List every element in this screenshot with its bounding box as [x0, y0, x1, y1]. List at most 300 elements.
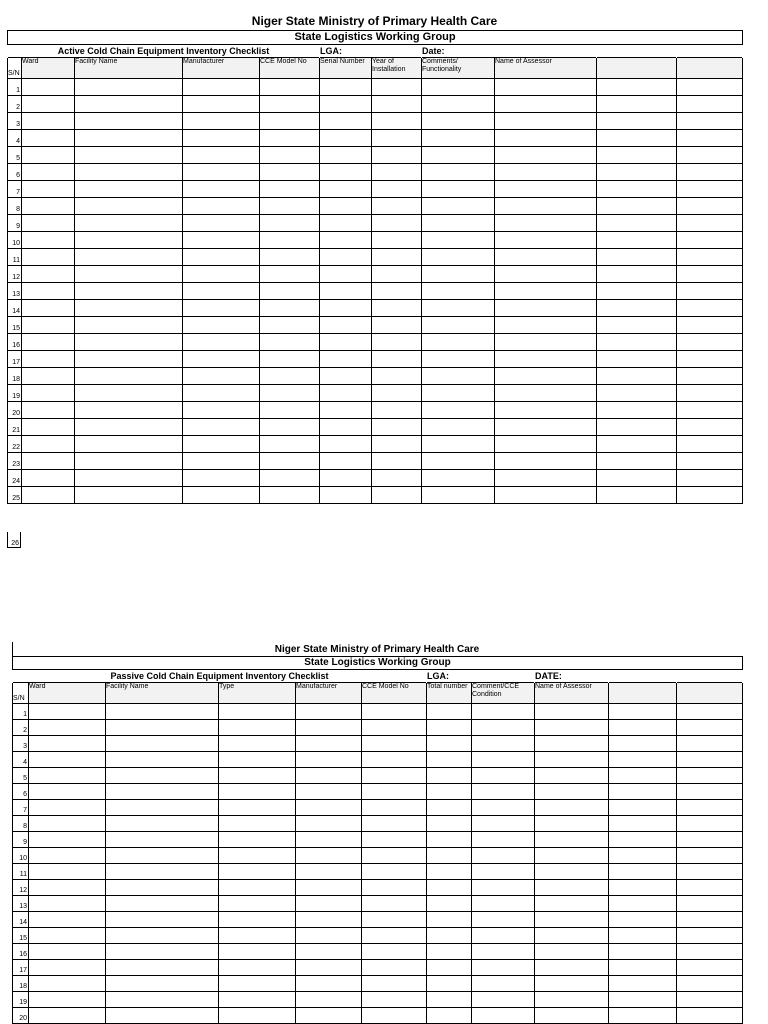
entry-cell[interactable]	[535, 960, 609, 976]
entry-cell[interactable]	[597, 79, 677, 96]
entry-cell[interactable]	[677, 704, 743, 720]
entry-cell[interactable]	[320, 487, 372, 504]
entry-cell[interactable]	[296, 992, 362, 1008]
entry-cell[interactable]	[495, 249, 597, 266]
entry-cell[interactable]	[183, 317, 260, 334]
entry-cell[interactable]	[677, 436, 743, 453]
entry-cell[interactable]	[495, 470, 597, 487]
entry-cell[interactable]	[597, 419, 677, 436]
entry-cell[interactable]	[75, 419, 183, 436]
entry-cell[interactable]	[677, 896, 743, 912]
entry-cell[interactable]	[219, 752, 296, 768]
entry-cell[interactable]	[495, 283, 597, 300]
entry-cell[interactable]	[609, 784, 677, 800]
entry-cell[interactable]	[535, 896, 609, 912]
entry-cell[interactable]	[75, 351, 183, 368]
entry-cell[interactable]	[495, 368, 597, 385]
entry-cell[interactable]	[320, 283, 372, 300]
entry-cell[interactable]	[75, 436, 183, 453]
entry-cell[interactable]	[320, 453, 372, 470]
entry-cell[interactable]	[597, 368, 677, 385]
entry-cell[interactable]	[183, 181, 260, 198]
entry-cell[interactable]	[106, 800, 219, 816]
entry-cell[interactable]	[535, 864, 609, 880]
entry-cell[interactable]	[260, 334, 320, 351]
entry-cell[interactable]	[75, 283, 183, 300]
entry-cell[interactable]	[495, 232, 597, 249]
entry-cell[interactable]	[260, 198, 320, 215]
entry-cell[interactable]	[75, 300, 183, 317]
entry-cell[interactable]	[260, 266, 320, 283]
entry-cell[interactable]	[219, 800, 296, 816]
entry-cell[interactable]	[362, 768, 427, 784]
entry-cell[interactable]	[320, 198, 372, 215]
entry-cell[interactable]	[495, 351, 597, 368]
entry-cell[interactable]	[495, 385, 597, 402]
entry-cell[interactable]	[22, 334, 75, 351]
entry-cell[interactable]	[422, 453, 495, 470]
info-cell[interactable]	[597, 45, 677, 58]
entry-cell[interactable]	[677, 232, 743, 249]
entry-cell[interactable]	[75, 198, 183, 215]
entry-cell[interactable]	[495, 113, 597, 130]
entry-cell[interactable]	[535, 928, 609, 944]
entry-cell[interactable]	[597, 130, 677, 147]
entry-cell[interactable]	[260, 215, 320, 232]
entry-cell[interactable]	[677, 181, 743, 198]
entry-cell[interactable]	[362, 800, 427, 816]
entry-cell[interactable]	[362, 880, 427, 896]
entry-cell[interactable]	[597, 317, 677, 334]
entry-cell[interactable]	[422, 198, 495, 215]
entry-cell[interactable]	[260, 351, 320, 368]
entry-cell[interactable]	[29, 944, 106, 960]
entry-cell[interactable]	[597, 351, 677, 368]
entry-cell[interactable]	[495, 96, 597, 113]
entry-cell[interactable]	[22, 419, 75, 436]
entry-cell[interactable]	[106, 992, 219, 1008]
entry-cell[interactable]	[597, 266, 677, 283]
entry-cell[interactable]	[320, 215, 372, 232]
entry-cell[interactable]	[372, 419, 422, 436]
entry-cell[interactable]	[427, 768, 472, 784]
entry-cell[interactable]	[372, 266, 422, 283]
entry-cell[interactable]	[260, 232, 320, 249]
entry-cell[interactable]	[472, 768, 535, 784]
entry-cell[interactable]	[677, 848, 743, 864]
lga-label[interactable]: LGA:	[320, 45, 422, 58]
entry-cell[interactable]	[677, 912, 743, 928]
entry-cell[interactable]	[472, 896, 535, 912]
entry-cell[interactable]	[677, 198, 743, 215]
entry-cell[interactable]	[106, 704, 219, 720]
entry-cell[interactable]	[597, 215, 677, 232]
entry-cell[interactable]	[362, 912, 427, 928]
entry-cell[interactable]	[609, 912, 677, 928]
entry-cell[interactable]	[29, 720, 106, 736]
entry-cell[interactable]	[677, 453, 743, 470]
entry-cell[interactable]	[427, 864, 472, 880]
entry-cell[interactable]	[677, 385, 743, 402]
entry-cell[interactable]	[22, 487, 75, 504]
entry-cell[interactable]	[535, 912, 609, 928]
entry-cell[interactable]	[183, 351, 260, 368]
entry-cell[interactable]	[535, 976, 609, 992]
info-cell[interactable]	[677, 670, 743, 683]
entry-cell[interactable]	[362, 1008, 427, 1024]
entry-cell[interactable]	[609, 752, 677, 768]
entry-cell[interactable]	[362, 928, 427, 944]
entry-cell[interactable]	[320, 334, 372, 351]
entry-cell[interactable]	[372, 470, 422, 487]
entry-cell[interactable]	[677, 113, 743, 130]
entry-cell[interactable]	[372, 130, 422, 147]
entry-cell[interactable]	[372, 334, 422, 351]
entry-cell[interactable]	[609, 896, 677, 912]
entry-cell[interactable]	[75, 249, 183, 266]
entry-cell[interactable]	[22, 385, 75, 402]
entry-cell[interactable]	[75, 79, 183, 96]
entry-cell[interactable]	[219, 864, 296, 880]
entry-cell[interactable]	[597, 436, 677, 453]
entry-cell[interactable]	[609, 736, 677, 752]
entry-cell[interactable]	[183, 164, 260, 181]
entry-cell[interactable]	[677, 419, 743, 436]
entry-cell[interactable]	[296, 928, 362, 944]
entry-cell[interactable]	[29, 864, 106, 880]
entry-cell[interactable]	[495, 79, 597, 96]
entry-cell[interactable]	[422, 419, 495, 436]
entry-cell[interactable]	[260, 487, 320, 504]
entry-cell[interactable]	[362, 784, 427, 800]
entry-cell[interactable]	[495, 419, 597, 436]
entry-cell[interactable]	[260, 181, 320, 198]
entry-cell[interactable]	[677, 992, 743, 1008]
entry-cell[interactable]	[372, 164, 422, 181]
entry-cell[interactable]	[183, 402, 260, 419]
entry-cell[interactable]	[362, 976, 427, 992]
entry-cell[interactable]	[427, 880, 472, 896]
entry-cell[interactable]	[362, 704, 427, 720]
entry-cell[interactable]	[535, 992, 609, 1008]
entry-cell[interactable]	[472, 800, 535, 816]
entry-cell[interactable]	[75, 470, 183, 487]
entry-cell[interactable]	[296, 864, 362, 880]
entry-cell[interactable]	[677, 976, 743, 992]
entry-cell[interactable]	[296, 896, 362, 912]
entry-cell[interactable]	[22, 232, 75, 249]
entry-cell[interactable]	[422, 266, 495, 283]
entry-cell[interactable]	[472, 832, 535, 848]
entry-cell[interactable]	[106, 832, 219, 848]
entry-cell[interactable]	[29, 784, 106, 800]
entry-cell[interactable]	[422, 368, 495, 385]
entry-cell[interactable]	[320, 147, 372, 164]
entry-cell[interactable]	[320, 436, 372, 453]
entry-cell[interactable]	[677, 944, 743, 960]
entry-cell[interactable]	[422, 215, 495, 232]
entry-cell[interactable]	[495, 300, 597, 317]
entry-cell[interactable]	[535, 752, 609, 768]
entry-cell[interactable]	[260, 385, 320, 402]
entry-cell[interactable]	[422, 164, 495, 181]
entry-cell[interactable]	[183, 147, 260, 164]
entry-cell[interactable]	[219, 720, 296, 736]
entry-cell[interactable]	[29, 768, 106, 784]
entry-cell[interactable]	[535, 736, 609, 752]
entry-cell[interactable]	[472, 928, 535, 944]
entry-cell[interactable]	[495, 453, 597, 470]
entry-cell[interactable]	[597, 300, 677, 317]
entry-cell[interactable]	[296, 912, 362, 928]
entry-cell[interactable]	[29, 704, 106, 720]
entry-cell[interactable]	[260, 164, 320, 181]
entry-cell[interactable]	[29, 736, 106, 752]
entry-cell[interactable]	[22, 266, 75, 283]
entry-cell[interactable]	[677, 130, 743, 147]
entry-cell[interactable]	[677, 864, 743, 880]
entry-cell[interactable]	[677, 402, 743, 419]
entry-cell[interactable]	[22, 79, 75, 96]
entry-cell[interactable]	[260, 113, 320, 130]
entry-cell[interactable]	[183, 113, 260, 130]
entry-cell[interactable]	[427, 896, 472, 912]
info-cell[interactable]	[609, 670, 677, 683]
entry-cell[interactable]	[183, 334, 260, 351]
entry-cell[interactable]	[320, 351, 372, 368]
entry-cell[interactable]	[597, 487, 677, 504]
entry-cell[interactable]	[260, 147, 320, 164]
entry-cell[interactable]	[22, 368, 75, 385]
entry-cell[interactable]	[677, 1008, 743, 1024]
entry-cell[interactable]	[677, 487, 743, 504]
entry-cell[interactable]	[320, 317, 372, 334]
entry-cell[interactable]	[609, 880, 677, 896]
entry-cell[interactable]	[609, 864, 677, 880]
entry-cell[interactable]	[75, 487, 183, 504]
entry-cell[interactable]	[495, 198, 597, 215]
entry-cell[interactable]	[22, 402, 75, 419]
entry-cell[interactable]	[495, 181, 597, 198]
entry-cell[interactable]	[22, 470, 75, 487]
entry-cell[interactable]	[320, 232, 372, 249]
entry-cell[interactable]	[472, 880, 535, 896]
entry-cell[interactable]	[320, 402, 372, 419]
entry-cell[interactable]	[75, 368, 183, 385]
entry-cell[interactable]	[427, 960, 472, 976]
entry-cell[interactable]	[362, 864, 427, 880]
entry-cell[interactable]	[597, 147, 677, 164]
entry-cell[interactable]	[320, 79, 372, 96]
entry-cell[interactable]	[260, 436, 320, 453]
entry-cell[interactable]	[219, 928, 296, 944]
entry-cell[interactable]	[219, 832, 296, 848]
entry-cell[interactable]	[106, 720, 219, 736]
entry-cell[interactable]	[320, 96, 372, 113]
entry-cell[interactable]	[609, 816, 677, 832]
entry-cell[interactable]	[677, 215, 743, 232]
entry-cell[interactable]	[472, 736, 535, 752]
entry-cell[interactable]	[427, 784, 472, 800]
entry-cell[interactable]	[296, 976, 362, 992]
entry-cell[interactable]	[106, 864, 219, 880]
entry-cell[interactable]	[427, 848, 472, 864]
info-cell[interactable]	[677, 45, 743, 58]
entry-cell[interactable]	[372, 402, 422, 419]
entry-cell[interactable]	[22, 436, 75, 453]
entry-cell[interactable]	[106, 752, 219, 768]
entry-cell[interactable]	[29, 848, 106, 864]
entry-cell[interactable]	[75, 232, 183, 249]
entry-cell[interactable]	[677, 164, 743, 181]
entry-cell[interactable]	[29, 928, 106, 944]
entry-cell[interactable]	[362, 720, 427, 736]
entry-cell[interactable]	[372, 453, 422, 470]
entry-cell[interactable]	[495, 147, 597, 164]
entry-cell[interactable]	[22, 300, 75, 317]
entry-cell[interactable]	[320, 181, 372, 198]
entry-cell[interactable]	[183, 470, 260, 487]
entry-cell[interactable]	[296, 720, 362, 736]
entry-cell[interactable]	[535, 768, 609, 784]
entry-cell[interactable]	[677, 800, 743, 816]
entry-cell[interactable]	[29, 896, 106, 912]
entry-cell[interactable]	[677, 317, 743, 334]
entry-cell[interactable]	[495, 266, 597, 283]
entry-cell[interactable]	[183, 96, 260, 113]
entry-cell[interactable]	[677, 300, 743, 317]
entry-cell[interactable]	[372, 368, 422, 385]
entry-cell[interactable]	[75, 113, 183, 130]
entry-cell[interactable]	[597, 402, 677, 419]
entry-cell[interactable]	[597, 181, 677, 198]
entry-cell[interactable]	[677, 266, 743, 283]
entry-cell[interactable]	[320, 249, 372, 266]
entry-cell[interactable]	[183, 249, 260, 266]
entry-cell[interactable]	[296, 832, 362, 848]
entry-cell[interactable]	[362, 752, 427, 768]
entry-cell[interactable]	[296, 736, 362, 752]
entry-cell[interactable]	[362, 992, 427, 1008]
entry-cell[interactable]	[22, 283, 75, 300]
entry-cell[interactable]	[106, 816, 219, 832]
date-label[interactable]: DATE:	[535, 670, 609, 683]
entry-cell[interactable]	[472, 992, 535, 1008]
entry-cell[interactable]	[427, 928, 472, 944]
entry-cell[interactable]	[106, 976, 219, 992]
entry-cell[interactable]	[472, 816, 535, 832]
entry-cell[interactable]	[372, 436, 422, 453]
entry-cell[interactable]	[106, 912, 219, 928]
entry-cell[interactable]	[677, 470, 743, 487]
entry-cell[interactable]	[472, 960, 535, 976]
entry-cell[interactable]	[427, 800, 472, 816]
entry-cell[interactable]	[427, 992, 472, 1008]
entry-cell[interactable]	[29, 992, 106, 1008]
entry-cell[interactable]	[75, 215, 183, 232]
entry-cell[interactable]	[260, 368, 320, 385]
entry-cell[interactable]	[320, 470, 372, 487]
entry-cell[interactable]	[422, 130, 495, 147]
entry-cell[interactable]	[597, 113, 677, 130]
entry-cell[interactable]	[183, 130, 260, 147]
entry-cell[interactable]	[75, 453, 183, 470]
entry-cell[interactable]	[183, 215, 260, 232]
entry-cell[interactable]	[75, 164, 183, 181]
entry-cell[interactable]	[320, 300, 372, 317]
entry-cell[interactable]	[183, 368, 260, 385]
entry-cell[interactable]	[106, 1008, 219, 1024]
entry-cell[interactable]	[29, 1008, 106, 1024]
entry-cell[interactable]	[260, 470, 320, 487]
entry-cell[interactable]	[219, 896, 296, 912]
entry-cell[interactable]	[320, 419, 372, 436]
entry-cell[interactable]	[362, 848, 427, 864]
entry-cell[interactable]	[183, 487, 260, 504]
entry-cell[interactable]	[472, 976, 535, 992]
entry-cell[interactable]	[29, 800, 106, 816]
entry-cell[interactable]	[22, 113, 75, 130]
entry-cell[interactable]	[22, 453, 75, 470]
date-label[interactable]: Date:	[422, 45, 597, 58]
entry-cell[interactable]	[219, 912, 296, 928]
entry-cell[interactable]	[219, 880, 296, 896]
entry-cell[interactable]	[296, 848, 362, 864]
entry-cell[interactable]	[609, 768, 677, 784]
entry-cell[interactable]	[320, 368, 372, 385]
entry-cell[interactable]	[472, 720, 535, 736]
entry-cell[interactable]	[495, 436, 597, 453]
entry-cell[interactable]	[320, 113, 372, 130]
entry-cell[interactable]	[427, 816, 472, 832]
entry-cell[interactable]	[22, 96, 75, 113]
entry-cell[interactable]	[372, 198, 422, 215]
entry-cell[interactable]	[362, 816, 427, 832]
entry-cell[interactable]	[609, 976, 677, 992]
entry-cell[interactable]	[183, 385, 260, 402]
entry-cell[interactable]	[597, 283, 677, 300]
entry-cell[interactable]	[106, 768, 219, 784]
entry-cell[interactable]	[183, 300, 260, 317]
entry-cell[interactable]	[75, 334, 183, 351]
entry-cell[interactable]	[422, 470, 495, 487]
entry-cell[interactable]	[597, 232, 677, 249]
entry-cell[interactable]	[296, 752, 362, 768]
entry-cell[interactable]	[260, 130, 320, 147]
entry-cell[interactable]	[296, 944, 362, 960]
entry-cell[interactable]	[372, 487, 422, 504]
entry-cell[interactable]	[106, 896, 219, 912]
entry-cell[interactable]	[677, 147, 743, 164]
entry-cell[interactable]	[219, 768, 296, 784]
entry-cell[interactable]	[219, 736, 296, 752]
entry-cell[interactable]	[535, 784, 609, 800]
entry-cell[interactable]	[472, 864, 535, 880]
entry-cell[interactable]	[472, 944, 535, 960]
entry-cell[interactable]	[372, 351, 422, 368]
entry-cell[interactable]	[597, 385, 677, 402]
entry-cell[interactable]	[609, 928, 677, 944]
entry-cell[interactable]	[372, 113, 422, 130]
entry-cell[interactable]	[219, 1008, 296, 1024]
entry-cell[interactable]	[495, 317, 597, 334]
entry-cell[interactable]	[677, 768, 743, 784]
entry-cell[interactable]	[75, 96, 183, 113]
entry-cell[interactable]	[609, 992, 677, 1008]
entry-cell[interactable]	[219, 944, 296, 960]
entry-cell[interactable]	[219, 816, 296, 832]
entry-cell[interactable]	[296, 960, 362, 976]
